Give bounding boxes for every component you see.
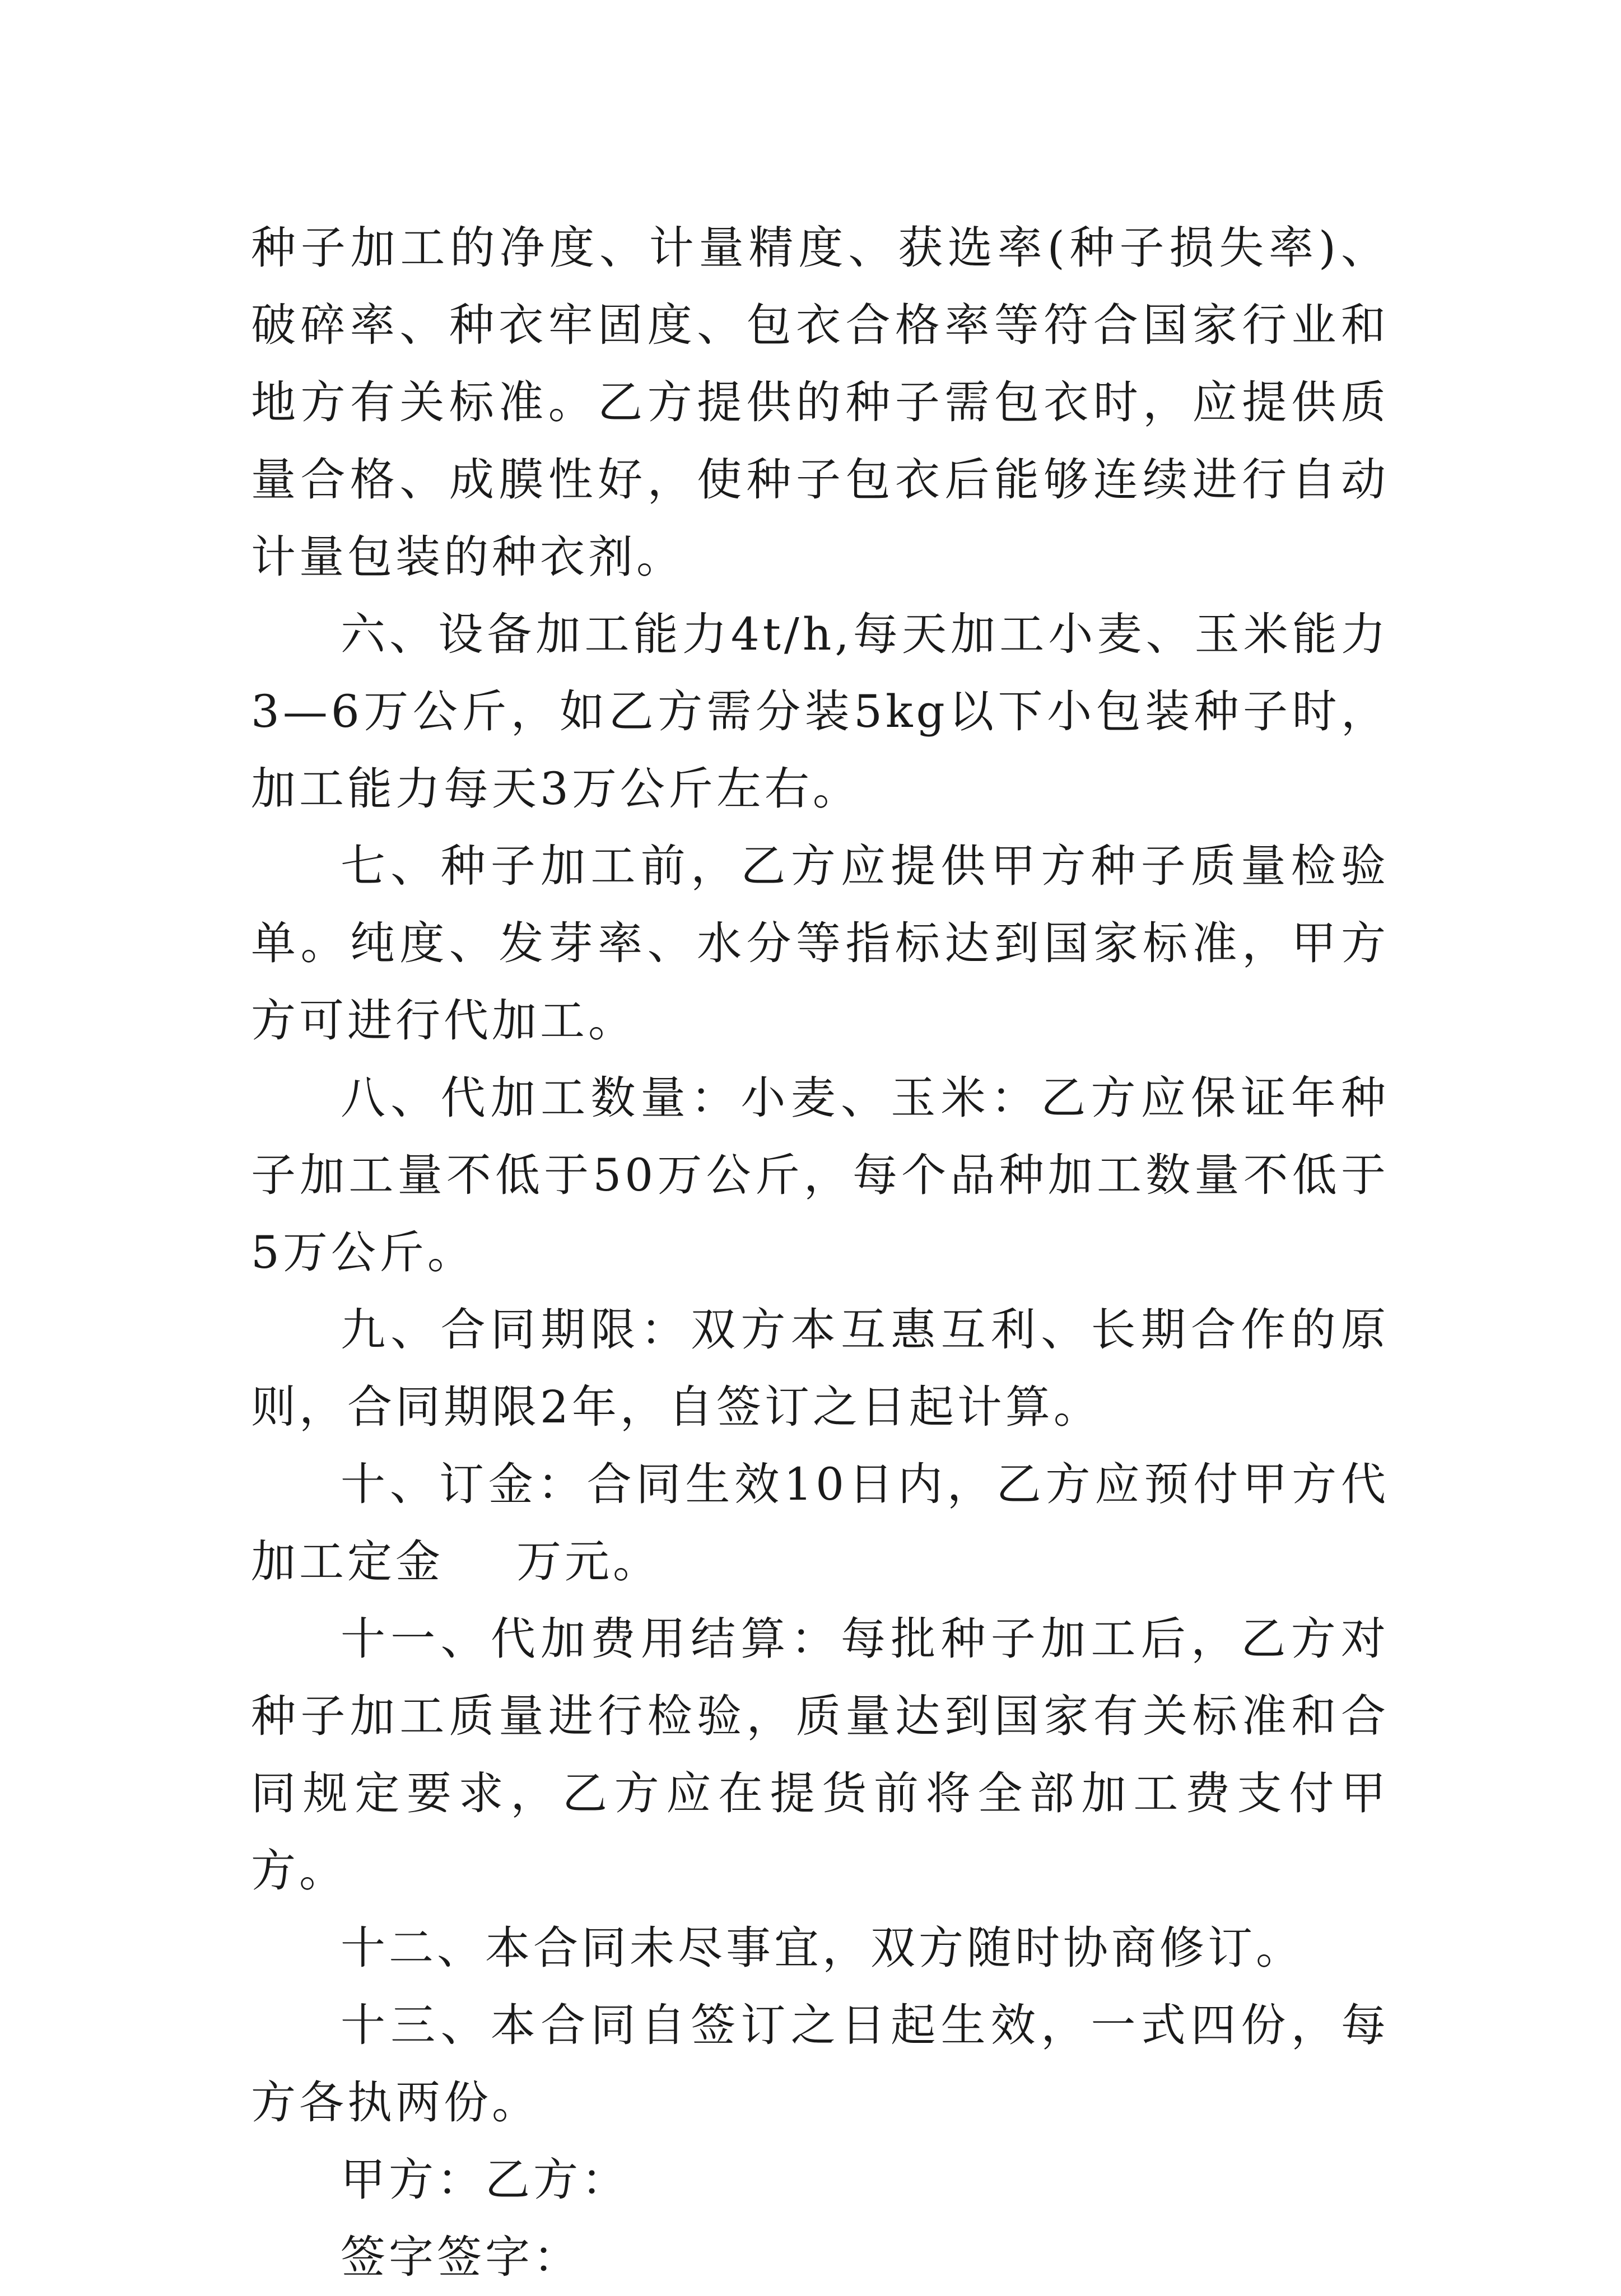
deposit-unit: 万元。 <box>516 1536 661 1588</box>
paragraph-6-capacity: 六、设备加工能力4t/h,每天加工小麦、玉米能力3—6万公斤，如乙方需分装5kg以下小包装种子时，加工能力每天3万公斤左右。 <box>251 608 1389 815</box>
paragraph-8-quantity: 八、代加工数量：小麦、玉米：乙方应保证年种子加工量不低于50万公斤，每个品种加工数量不低于5万公斤。 <box>251 1072 1389 1278</box>
parties-line: 甲方：乙方： <box>341 2154 630 2206</box>
signature-line: 签字签字： <box>341 2231 581 2283</box>
paragraph-13-effect: 十三、本合同自签订之日起生效，一式四份，每方各执两份。 <box>251 1999 1389 2129</box>
paragraph-quality-standards: 种子加工的净度、计量精度、获选率(种子损失率)、破碎率、种衣牢固度、包衣合格率等符合国家行业和地方有关标准。乙方提供的种子需包衣时，应提供质量合格、成膜性好，使种子包衣后能够连续进行自动计量包装的种衣剂。 <box>251 222 1389 583</box>
document-body <box>251 209 1389 2296</box>
paragraph-9-term: 九、合同期限：双方本互惠互利、长期合作的原则，合同期限2年，自签订之日起计算。 <box>251 1304 1389 1433</box>
deposit-text: 十、订金：合同生效10日内，乙方应预付甲方代加工定金 <box>251 1458 1389 1588</box>
paragraph-10-deposit <box>251 1446 1389 1600</box>
paragraph-12-amendments: 十二、本合同未尽事宜，双方随时协商修订。 <box>341 1922 1304 1974</box>
paragraph-11-settlement: 十一、代加费用结算：每批种子加工后，乙方对种子加工质量进行检验，质量达到国家有关标准和合同规定要求，乙方应在提货前将全部加工费支付甲方。 <box>251 1613 1389 1897</box>
paragraph-7-inspection: 七、种子加工前，乙方应提供甲方种子质量检验单。纯度、发芽率、水分等指标达到国家标准，甲方方可进行代加工。 <box>251 840 1389 1047</box>
